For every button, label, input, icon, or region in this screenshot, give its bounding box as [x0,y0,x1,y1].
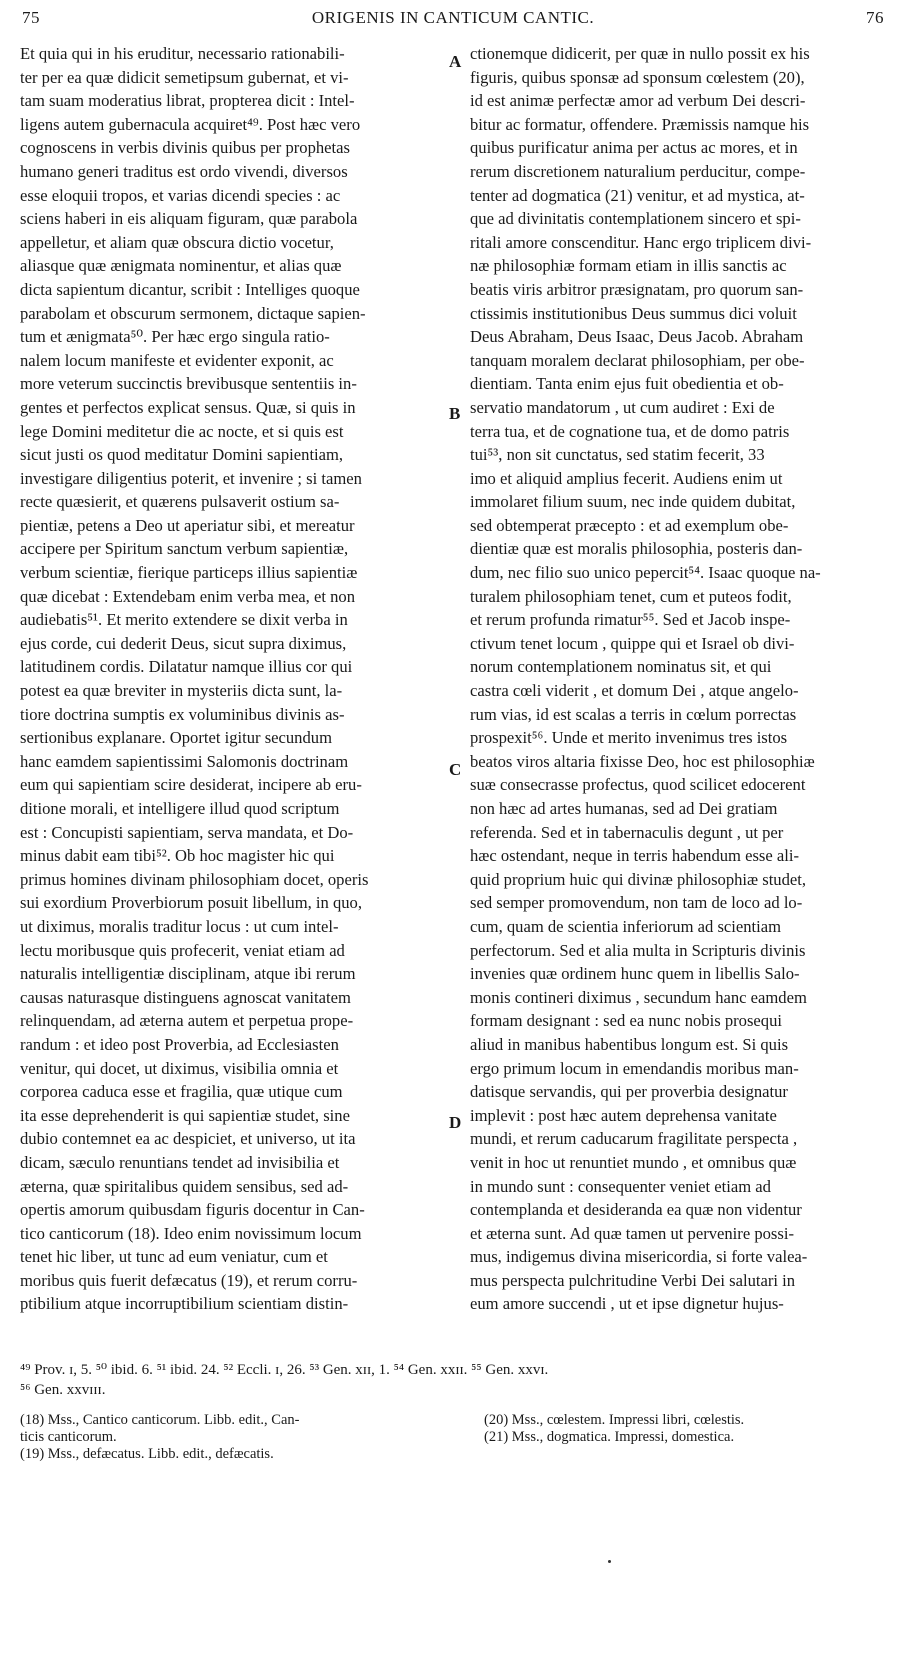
text-line: næ philosophiæ formam etiam in illis sanctis ac [470,256,787,276]
text-line: sui exordium Proverbiorum posuit libellum, in quo, [20,893,362,913]
section-marker-a: A [449,52,462,71]
footnote-line: (19) Mss., defæcatus. Libb. edit., defæcatis. [20,1446,274,1462]
text-line: aliasque quæ ænigmata nominentur, et alias quæ [20,256,342,276]
text-line: ctionemque didicerit, per quæ in nullo possit ex his [470,44,810,63]
text-line: formam designant : sed ea nunc nobis prosequi [470,1011,782,1031]
text-line: tenter ad dogmatica (21) venitur, et ad mystica, at- [470,185,805,205]
text-line: et æterna sunt. Ad quæ tamen ut pervenire possi- [470,1223,794,1243]
text-line: ut diximus, moralis traditur locus : ut cum intel- [20,916,339,936]
ink-speck [608,1560,611,1563]
text-line: Deus Abraham, Deus Isaac, Deus Jacob. Abraham [470,327,804,347]
text-line: more veterum succinctis brevibusque sententiis in- [20,374,357,394]
running-title: ORIGENIS IN CANTICUM CANTIC. [311,8,595,27]
text-line: relinquendam, ad æterna autem et perpetua prope- [20,1011,354,1031]
text-line: tenet hic liber, ut tunc ad eum veniatur, cum et [20,1247,328,1267]
text-line: terra tua, et de cognatione tua, et de domo patris [470,421,790,441]
text-line: ergo primum locum in emendandis moribus man- [470,1058,799,1078]
text-line: eum qui sapientiam scire desiderat, incipere ab eru- [20,775,362,795]
text-line: eum amore succendi , ut et ipse dignetur hujus- [470,1294,784,1314]
text-line: lege Domini meditetur die ac nocte, et si quis est [20,421,344,441]
text-line: recte quæsierit, et quærens pulsaverit ostium sa- [20,492,340,512]
text-line: sicut justi os quod meditatur Domini sapientiam, [20,445,344,465]
text-line: causas naturasque distinguens agnoscat vanitatem [20,987,351,1007]
scripture-references [20,1360,896,1400]
footnote-line: (21) Mss., dogmatica. Impressi, domestica. [484,1429,735,1445]
text-line: ctissimis institutionibus Deus summus dici voluit [470,303,797,323]
page-number-left: 75 [22,8,40,27]
text-line: sed semper promovendum, non tam de loco ad lo- [470,893,803,913]
text-line: prospexit⁵⁶. Unde et merito invenimus tres istos [470,728,788,748]
text-line: potest ea quæ breviter in mysteriis dicta sunt, la- [20,681,343,701]
text-line: ptibilium atque incorruptibilium scientiam distin- [20,1294,349,1314]
text-line: immolaret filium suum, nec inde quidem dubitat, [470,492,796,512]
text-line: sed obtemperat præcepto : et ad exemplum obe- [470,515,789,535]
text-line: latitudinem cordis. Dilatatur namque illius cor qui [20,657,353,677]
text-line: accipere per Spiritum sanctum verbum sapientiæ, [20,539,349,559]
section-marker-b: B [449,404,461,423]
text-line: ligens autem gubernacula acquiret⁴⁹. Post hæc vero [20,114,361,134]
text-line: referenda. Sed et in tabernaculis degunt , ut per [470,822,784,842]
text-line: gentes et perfectos explicat sensus. Quæ, si quis in [20,397,356,417]
text-line: hæc ostendant, neque in terris habendum esse ali- [470,846,800,866]
text-line: quid proprium huic qui divinæ philosophiæ studet, [470,869,807,889]
text-line: rerum discretionem naturalium perducitur, compe- [470,161,806,181]
text-line: sertionibus explanare. Oportet igitur secundum [20,728,332,748]
running-header [22,4,884,32]
text-line: lectu moribusque quis profecerit, veniat etiam ad [20,940,345,960]
text-line: dubio contemnet ea ac despiciet, et universo, ut ita [20,1129,356,1149]
text-line: randum : et ideo post Proverbia, ad Ecclesiasten [20,1034,339,1054]
text-line: non hæc ad artes humanas, sed ad Dei gratiam [470,799,778,818]
text-line: aliud in manibus habentibus longum est. Si quis [470,1034,789,1054]
text-line: tam suam moderatius librat, propterea dicit : Intel- [20,91,355,111]
text-line: verbum scientiæ, fierique particeps illius sapientiæ [20,563,358,583]
text-line: tanquam moralem declarat philosophiam, per obe- [470,350,805,370]
text-line: ter per ea quæ didicit semetipsum gubernat, et vi- [20,67,349,87]
footnotes-left [20,1412,450,1463]
text-line: bitur ac formatur, offendere. Præmissis namque his [470,114,810,134]
text-line: imo et aliquid amplius fecerit. Audiens enim ut [470,468,783,488]
text-line: datisque servandis, qui per proverbia designatur [470,1082,788,1102]
text-line: tiore doctrina sumptis ex voluminibus divinis as- [20,704,345,724]
reference-line: ⁴⁹ Prov. ɪ, 5. ⁵⁰ ibid. 6. ⁵¹ ibid. 24. ⁵² Eccli. ɪ, 26. ⁵³ Gen. xɪɪ, 1. ⁵⁴ Gen. xxɪɪ. ⁵⁵ Gen. xxvɪ. [20,1362,549,1378]
page-number-right: 76 [866,8,884,27]
text-line: cognoscens in verbis divinis quibus per prophetas [20,138,350,158]
reference-line: ⁵⁶ Gen. xxvɪɪɪ. [20,1382,106,1398]
footnote-line: (18) Mss., Cantico canticorum. Libb. edit., Can- [20,1412,300,1428]
text-line: venitur, qui docet, ut diximus, visibilia omnia et [20,1058,339,1078]
section-marker-d: D [449,1113,462,1132]
text-line: dientiam. Tanta enim ejus fuit obedientia et ob- [470,374,784,394]
text-line: ejus corde, cui dederit Deus, sicut supra diximus, [20,633,347,653]
text-line: humano generi traditus est ordo vivendi, diversos [20,161,348,181]
text-line: suæ consecrasse profectus, quod scilicet edocerent [470,775,806,795]
text-line: ctivum tenet locum , quippe qui et Israel ob divi- [470,633,795,653]
text-line: id est animæ perfectæ amor ad verbum Dei descri- [470,91,806,111]
text-line: mundi, et rerum caducarum fragilitate perspecta , [470,1129,798,1149]
text-line: et rerum profunda rimatur⁵⁵. Sed et Jacob inspe- [470,610,791,630]
text-line: corporea caduca esse et fragilia, quæ utique cum [20,1082,343,1102]
text-line: Et quia qui in his eruditur, necessario rationabili- [20,44,345,63]
text-line: beatis viris arbitror præsignatam, pro quorum san- [470,279,804,299]
text-line: moribus quis fuerit defæcatus (19), et rerum corru- [20,1270,358,1290]
footnote-line: (20) Mss., cœlestem. Impressi libri, cœlestis. [484,1412,745,1428]
text-line: ritali amore conscenditur. Hanc ergo triplicem divi- [470,232,812,252]
text-line: tico canticorum (18). Ideo enim novissimum locum [20,1223,362,1243]
footnotes-right [484,1412,896,1446]
text-line: ita esse deprehenderit is qui sapientiæ studet, sine [20,1105,350,1125]
text-line: rum vias, id est scalas a terris in cœlum porrectas [470,704,797,724]
text-line: monis contineri diximus , secundum hanc eamdem [470,987,807,1007]
text-line: sciens haberi in eis aliquam figuram, quæ parabola [20,209,358,229]
text-line: nalem locum manifeste et evidenter exponit, ac [20,350,334,370]
text-line: æterna, quæ spiritalibus quidem sensibus, sed ad- [20,1176,349,1196]
text-line: norum contemplationem nominatus sit, et qui [470,657,772,677]
text-line: dicta sapientum dicantur, scribit : Intelliges quoque [20,279,360,299]
text-line: perfectorum. Sed et alia multa in Scripturis divinis [470,940,806,960]
text-line: beatos viros altaria fixisse Deo, hoc est philosophiæ [470,751,815,771]
text-line: cum, quam de scientia inferiorum ad scientiam [470,916,782,936]
text-line: figuris, quibus sponsæ ad sponsum cœlestem (20), [470,67,805,87]
text-line: esse eloquii tropos, et varias dicendi species : ac [20,185,341,205]
text-line: dicam, sæculo renuntians tendet ad invisibilia et [20,1152,340,1172]
text-line: castra cœli viderit , et domum Dei , atque angelo- [470,681,799,701]
text-line: est : Concupisti sapientiam, serva mandata, et Do- [20,822,354,842]
text-line: opertis amorum quibusdam figuris docentur in Can- [20,1200,365,1220]
text-line: servatio mandatorum , ut cum audiret : Exi de [470,397,775,417]
text-line: dum, nec filio suo unico pepercit⁵⁴. Isaac quoque na- [470,563,821,583]
text-line: mus, indigemus divina misericordia, si forte valea- [470,1247,808,1267]
footnote-line: ticis canticorum. [20,1429,117,1445]
text-line: que ad divinitatis contemplationem sincero et spi- [470,209,801,229]
text-line: mus perspecta pulchritudine Verbi Dei salutari in [470,1270,796,1290]
text-line: implevit : post hæc autem deprehensa vanitate [470,1105,777,1125]
section-marker-c: C [449,760,462,779]
text-line: tum et ænigmata⁵⁰. Per hæc ergo singula ratio- [20,327,330,347]
text-line: pientiæ, petens a Deo ut aperiatur sibi, et mereatur [20,515,355,535]
text-line: ditione morali, et intelligere illud quod scriptum [20,799,340,818]
text-line: invenies quæ ordinem hunc quem in libellis Salo- [470,964,800,984]
text-line: parabolam et obscurum sermonem, dictaque sapien- [20,303,366,323]
text-line: appelletur, et aliam quæ obscura dictio vocetur, [20,232,334,252]
text-line: contemplanda et desideranda ea quæ non videntur [470,1200,802,1220]
text-line: audiebatis⁵¹. Et merito extendere se dixit verba in [20,610,348,630]
text-line: dientiæ quæ est moralis philosophia, posteris dan- [470,539,803,559]
text-line: quibus purificatur anima per actus ac mores, et in [470,138,798,158]
text-line: primus homines divinam philosophiam docet, operis [20,869,369,889]
text-line: hanc eamdem sapientissimi Salomonis doctrinam [20,751,349,771]
text-line: investigare diligentius poterit, et invenire ; si tamen [20,468,362,488]
text-line: turalem philosophiam tenet, cum et puteos fodit, [470,586,792,606]
text-line: quæ dicebat : Extendebam enim verba mea, et non [20,586,355,606]
text-line: tui⁵³, non sit cunctatus, sed statim fecerit, 33 [470,445,765,465]
text-line: in mundo sunt : consequenter veniet etiam ad [470,1176,771,1196]
text-line: venit in hoc ut renuntiet mundo , et omnibus quæ [470,1152,797,1172]
text-line: minus dabit eam tibi⁵². Ob hoc magister hic qui [20,846,335,866]
text-line: naturalis intelligentiæ disciplinam, atque ibi rerum [20,964,356,984]
